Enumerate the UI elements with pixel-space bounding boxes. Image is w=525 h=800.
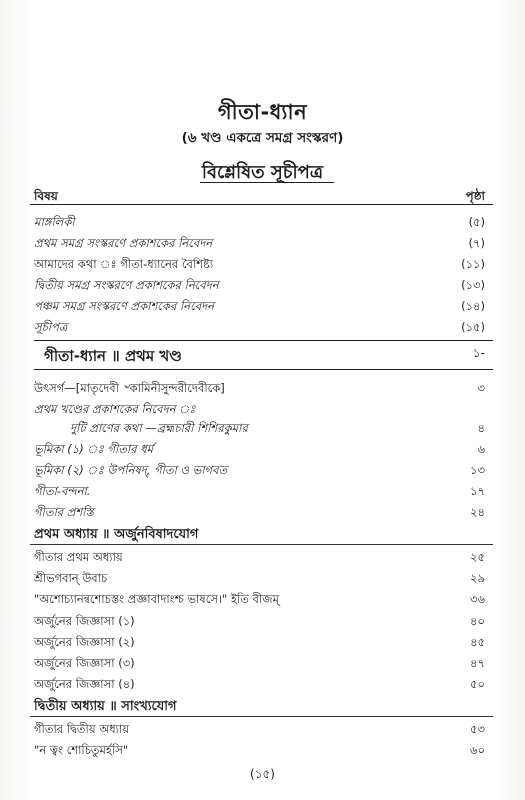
entry-page: ৩৬ [470, 592, 485, 606]
toc-entry [0, 570, 525, 590]
toc-entry [0, 483, 525, 503]
column-page-header: পৃষ্ঠা [465, 189, 485, 203]
entry-page: ২৯ [470, 571, 485, 585]
entry-page: ৩ [477, 381, 485, 395]
book-title: গীতা-ধ্যান [217, 100, 308, 124]
entry-page: ১৩ [470, 463, 485, 477]
toc-entry [0, 235, 525, 255]
entry-title: মাঙ্গলিকী [34, 215, 75, 229]
toc-entry [0, 441, 525, 461]
toc-entry [0, 721, 525, 741]
entry-title: অর্জুনের জিজ্ঞাসা (৪) [34, 677, 135, 691]
toc-part-heading [0, 345, 525, 365]
entry-title: আমাদের কথা ঃ গীতা-ধ্যানের বৈশিষ্ট্য [34, 257, 214, 271]
entry-title: উৎসর্গ—[মাতৃদেবী ৺কামিনীসুন্দরীদেবীকে] [34, 381, 225, 395]
toc-entry [0, 401, 525, 421]
entry-page: (৫) [468, 215, 485, 229]
entry-page: (১৩) [461, 278, 485, 292]
entry-title: অর্জুনের জিজ্ঞাসা (৩) [34, 656, 135, 670]
chapter-title: প্রথম অধ্যায় ॥ অর্জুনবিষাদযোগ [34, 527, 199, 542]
entry-page: ৫০ [470, 677, 485, 691]
entry-title: পঞ্চম সমগ্র সংস্করণে প্রকাশকের নিবেদন [34, 299, 215, 313]
entry-title: "অশোচ্যানন্বশোচস্তং প্রজ্ঞাবাদাংশ্চ ভাষসে।" ইতি বীজম্ [34, 592, 279, 606]
chapter-divider [30, 544, 493, 545]
entry-page: ২৫ [470, 550, 485, 564]
entry-page: (১১) [461, 257, 485, 271]
toc-entry [0, 420, 525, 440]
entry-title: সূচীপত্র [34, 320, 68, 334]
entry-title: অর্জুনের জিজ্ঞাসা (১) [34, 614, 135, 628]
column-subject-header: বিষয় [34, 189, 58, 203]
entry-page: ৪৭ [470, 656, 485, 670]
chapter-title: দ্বিতীয় অধ্যায় ॥ সাংখ্যযোগ [34, 699, 177, 714]
toc-entry [0, 742, 525, 762]
part-title: গীতা-ধ্যান ॥ প্রথম খণ্ড [44, 347, 182, 365]
entry-title: দ্বিতীয় সমগ্র সংস্করণে প্রকাশকের নিবেদন [34, 278, 219, 292]
entry-page: ১৭ [470, 484, 485, 498]
toc-entry [0, 380, 525, 400]
entry-title: দুটি প্রাণের কথা —ব্রহ্মচারী শিশিরকুমার [70, 421, 248, 435]
entry-title: ভূমিকা (২) ঃ উপনিষদ্, গীতা ও ভাগবত [34, 463, 228, 477]
entry-page: ৪০ [470, 614, 485, 628]
toc-entry [0, 634, 525, 654]
entry-title: শ্রীভগবান্ উবাচ [34, 571, 108, 585]
book-subtitle: (৬ খণ্ড একত্রে সমগ্র সংস্করণ) [181, 130, 344, 146]
entry-title: গীতার প্রশস্তি [34, 505, 94, 519]
toc-entry [0, 591, 525, 611]
toc-entry [0, 676, 525, 696]
part-page: ১- [472, 346, 485, 360]
chapter-divider [30, 716, 493, 717]
toc-entry [0, 256, 525, 276]
entry-page: ৬ [477, 442, 485, 456]
toc-entry [0, 655, 525, 675]
entry-title: গীতার প্রথম অধ্যায় [34, 550, 123, 564]
entry-page: ৫৩ [470, 722, 485, 736]
entry-title: গীতা-বন্দনা. [34, 484, 91, 498]
entry-page: (১৪) [461, 299, 485, 313]
entry-title: প্রথম সমগ্র সংস্করণে প্রকাশকের নিবেদন [34, 236, 213, 250]
entry-page: ৪ [477, 421, 485, 435]
toc-entry [0, 549, 525, 569]
toc-entry [0, 298, 525, 318]
entry-page: (৭) [468, 236, 485, 250]
toc-entry [0, 504, 525, 524]
toc-entry [0, 319, 525, 339]
toc-chapter-heading [0, 697, 525, 717]
entry-page: (১৫) [461, 320, 485, 334]
toc-entry [0, 613, 525, 633]
toc-chapter-heading [0, 525, 525, 545]
entry-title: গীতার দ্বিতীয় অধ্যায় [34, 722, 130, 736]
entry-title: ভূমিকা (১) ঃ গীতার ধর্ম [34, 442, 154, 456]
entry-page: ৬০ [470, 743, 485, 757]
toc-entry [0, 277, 525, 297]
entry-page: ৪৫ [470, 635, 485, 649]
entry-title: প্রথম খণ্ডের প্রকাশকের নিবেদন ঃ [34, 402, 196, 416]
entry-page: ২৪ [470, 505, 485, 519]
entry-title: "ন ত্বং শোচিতুমর্হসি" [34, 743, 129, 757]
toc-entry [0, 462, 525, 482]
entry-title: অর্জুনের জিজ্ঞাসা (২) [34, 635, 135, 649]
toc-heading: বিশ্লেষিত সূচীপত্র [201, 162, 324, 183]
toc-entry [0, 214, 525, 234]
page-number: (১৫) [250, 767, 275, 781]
